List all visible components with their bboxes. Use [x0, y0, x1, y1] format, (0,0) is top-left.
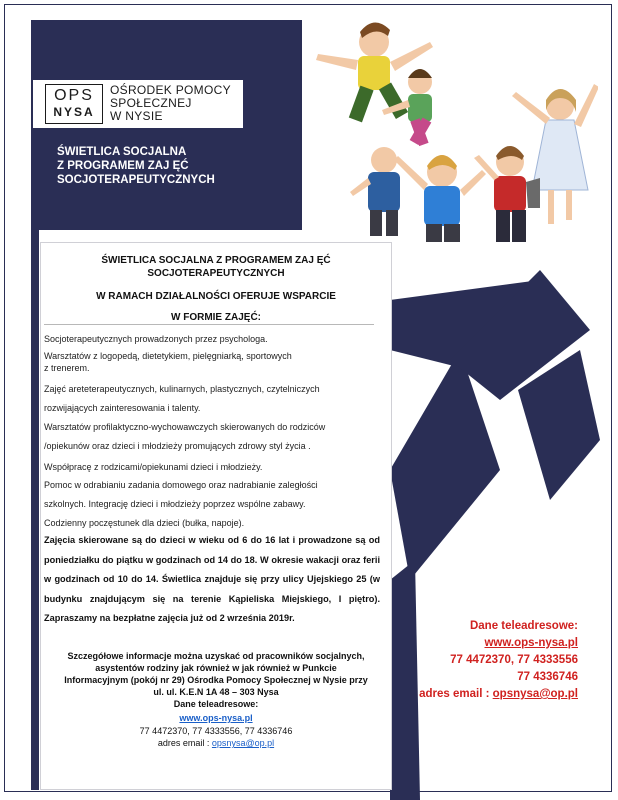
offer-item: Codzienny poczęstunek dla dzieci (bułka, napoje). — [44, 518, 245, 528]
offer-item: Socjoterapeutycznych prowadzonych przez psychologa. — [44, 334, 268, 344]
offer-item: Warsztatów z logopedą, dietetykiem, pielęgniarką, sportowych — [44, 351, 292, 361]
info-line-2: asystentów rodziny jak również w jak również w Punkcie — [95, 663, 337, 673]
phone-line-2: 77 4336746 — [517, 671, 578, 683]
decorative-shapes — [390, 240, 618, 800]
offer-item: Warsztatów profilaktyczno-wychowawczych skierowanych do rodziców — [44, 422, 326, 432]
website-link-right[interactable]: www.ops-nysa.pl — [484, 637, 578, 649]
offer-item: z trenerem. — [44, 363, 90, 373]
header-title — [57, 145, 257, 187]
email-link-right[interactable]: opsnysa@op.pl — [492, 688, 578, 700]
content-heading-line-3: W RAMACH DZIAŁALNOŚCI OFERUJE WSPARCIE — [96, 291, 336, 302]
content-heading-line-1: ŚWIETLICA SOCJALNA Z PROGRAMEM ZAJ ĘĆ — [101, 255, 331, 266]
info-line-3: Informacyjnym (pokój nr 29) Ośrodka Pomocy Społecznej w Nysie przy — [64, 675, 368, 685]
contact-block — [394, 618, 578, 703]
website-line — [40, 712, 392, 724]
header-title-line-2: Z PROGRAMEM ZAJ ĘĆ — [57, 160, 189, 172]
email-label-right: adres email : — [419, 688, 493, 700]
offer-item: Pomoc w odrabianiu zadania domowego oraz nadrabianie zaległości — [44, 480, 318, 490]
offer-item: Zajęć areteterapeutycznych, kulinarnych, plastycznych, czytelniczych — [44, 384, 320, 394]
email-line — [40, 737, 392, 749]
logo-text-top: OPS — [54, 87, 94, 104]
info-line-1: Szczegółowe informacje można uzyskać od pracowników socjalnych, — [67, 651, 365, 661]
content-heading-line-2: SOCJOTERAPEUTYCZNYCH — [147, 268, 285, 279]
org-line-3: W NYSIE — [110, 109, 163, 123]
offer-item: szkolnych. Integrację dzieci i młodzieży poprzez wspólne zabawy. — [44, 499, 306, 509]
offer-item: /opiekunów oraz dzieci i młodzieży promujących zdrowy styl życia . — [44, 441, 311, 451]
email-link[interactable]: opsnysa@op.pl — [211, 738, 275, 748]
phones-line: 77 4472370, 77 4333556, 77 4336746 — [139, 726, 293, 736]
ops-nysa-logo — [45, 84, 103, 124]
organization-name — [110, 84, 240, 123]
content-heading-line-4: W FORMIE ZAJĘĆ: — [171, 312, 261, 323]
header-tab — [244, 20, 302, 38]
phone-line-1: 77 4472370, 77 4333556 — [450, 654, 578, 666]
website-link[interactable]: www.ops-nysa.pl — [179, 713, 253, 723]
divider — [44, 324, 374, 325]
offer-item: rozwijających zainteresowania i talenty. — [44, 403, 201, 413]
contact-label-right: Dane teleadresowe: — [469, 620, 578, 632]
contact-label: Dane teleadresowe: — [173, 699, 259, 709]
email-label: adres email : — [157, 738, 212, 748]
header-title-line-3: SOCJOTERAPEUTYCZNYCH — [57, 174, 215, 186]
org-line-2: SPOŁECZNEJ — [110, 96, 192, 110]
left-accent-bar — [31, 230, 39, 790]
kids-jumping-photo — [302, 20, 598, 242]
schedule-paragraph: Zajęcia skierowane są do dzieci w wieku od 6 do 16 lat i prowadzone są od poniedziałku do piątku w godzinach od 14 do 18. W okresie wakacji oraz ferii w godzinach od 10 do 14. Świetlica znajduje się przy ulicy Ujejskiego 25 (w budynku znajdującym się na terenie Kąpieliska Miejskiego, I piętro). Zapraszamy na bezpłatne zajęcia już od 2 września 2019r. — [44, 535, 380, 623]
logo-text-bottom: NYSA — [53, 105, 95, 119]
org-line-1: OŚRODEK POMOCY — [110, 83, 231, 97]
info-line-4: ul. ul. K.E.N 1A 48 – 303 Nysa — [153, 687, 279, 697]
offer-item: Współpracę z rodzicami/opiekunami dzieci i młodzieży. — [44, 462, 263, 472]
header-title-line-1: ŚWIETLICA SOCJALNA — [57, 146, 187, 158]
